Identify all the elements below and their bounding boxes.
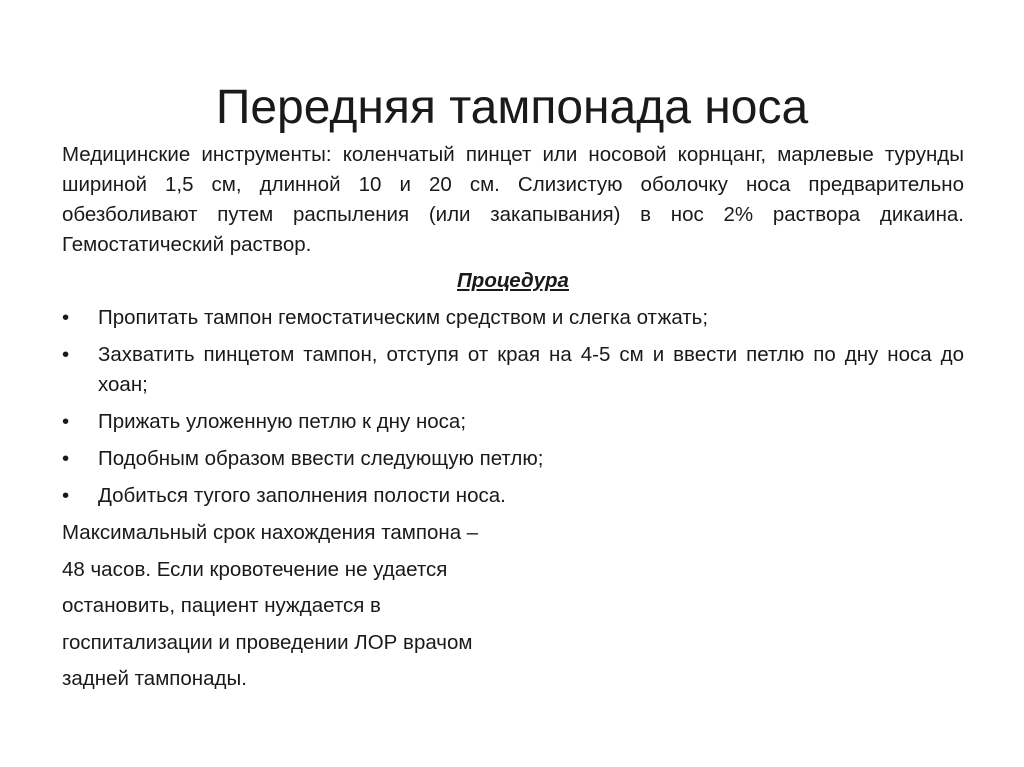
bullet-icon: •	[62, 447, 70, 470]
bullet-icon: •	[62, 410, 70, 433]
list-item	[62, 481, 964, 511]
intro-paragraph: Медицинские инструменты: коленчатый пинцет или носовой корнцанг, марлевые турунды шириной 1,5 см, длинной 10 и 20 см. Слизистую оболочку носа предварительно обезболивают путем распыления (или закапывания) в нос 2% раствора дикаина. Гемостатический раствор.	[62, 143, 964, 256]
step-text: Захватить пинцетом тампон, отступя от края на 4-5 см и ввести петлю по дну носа до хоан;	[98, 343, 964, 396]
step-text: Прижать уложенную петлю к дну носа;	[98, 410, 467, 433]
list-item	[62, 340, 964, 400]
slide-content	[62, 140, 964, 698]
bullet-icon: •	[62, 484, 70, 507]
bullet-icon: •	[62, 306, 70, 329]
note-line: госпитализации и проведении ЛОР врачом	[62, 630, 473, 654]
note-line: остановить, пациент нуждается в	[62, 594, 381, 617]
step-text: Добиться тугого заполнения полости носа.	[98, 484, 506, 507]
note-line: 48 часов. Если кровотечение не удается	[62, 557, 448, 581]
max-duration-note	[62, 515, 964, 698]
bullet-icon: •	[62, 343, 70, 366]
slide-title: Передняя тампонада носа	[215, 81, 809, 134]
procedure-heading: Процедура	[457, 269, 569, 292]
note-line: Максимальный срок нахождения тампона –	[62, 521, 479, 544]
step-text: Подобным образом ввести следующую петлю;	[98, 447, 544, 470]
list-item	[62, 444, 964, 474]
procedure-steps-list	[62, 303, 964, 511]
step-text: Пропитать тампон гемостатическим средством и слегка отжать;	[98, 306, 709, 329]
note-line: задней тампонады.	[62, 667, 247, 690]
list-item	[62, 407, 964, 437]
list-item	[62, 303, 964, 333]
